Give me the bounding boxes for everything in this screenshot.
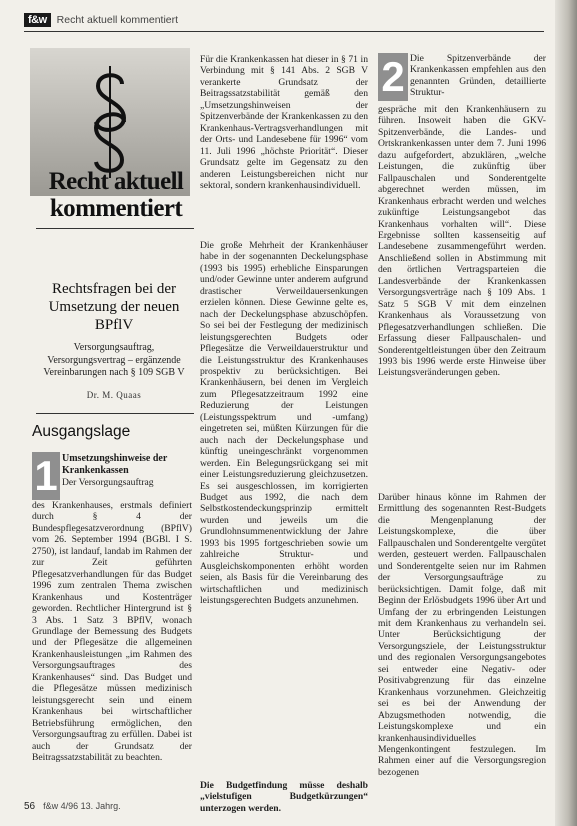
body-text: des Krankenhauses, erstmals definiert durch § 4 der Bundespflegesatzverordnung (BPflV) vom 26. September 1994 (BGBl. I S. 2750), ist landauf, landab im Rahmen der zur Zeit geführten Pflegesatzverhandlungen für das Budget 1996 zum zentralen Thema zwischen Krankenhaus und Kostenträger geworden. Rechtlicher Hintergrund ist § 3 Abs. 1 Satz 3 BPflV, wonach Grundlage der Bemessung des Budgets und der Pflegesätze die allgemeinen Krankenhausleistungen „im Rahmen des Versorgungsauftrages des Krankenhauses“ sind. Das Budget und die Pflegesätze müssen medizinisch leistungsgerecht sein und einem Krankenhaus bei wirtschaftlicher Betriebsführung ermöglichen, den Versorgungsauftrag zu erfüllen. Dabei ist auch der Grundsatz der Beitragssatzstabilität zu beachten. [32,500,192,763]
section-number-badge: 2 [378,53,408,101]
body-paragraph: Für die Krankenkassen hat dieser in § 71 in Verbindung mit § 141 Abs. 2 SGB V verankerte Grundsatz der Beitragssatzstabilität gemäß den „Umsetzungshinweisen der Spitzenverbände der Krankenkassen zu den Krankenhaus-Vertragsverhandlungen mit der Orts- und Landesebene für 1996“ vom 11. Juli 1996 „höchste Priorität“. Dieser Grundsatz gelte im Gegensatz zu den anderen Leistungsbereichen nicht nur sektoral, sondern krankenhausindividuell. [200,54,368,191]
author-divider [36,413,194,414]
journal-logo: f&w [24,13,51,27]
title-divider [36,228,194,229]
paragraph-sign-icon [80,62,140,182]
paragraph-subheading: Umsetzungshinweise der Krankenkassen [62,453,168,476]
article-lead: Versorgungsauftrag, Versorgungsvertrag – ergänzende Vereinbarungen nach § 109 SGB V [43,342,185,378]
section-header-title: Recht aktuell kommentiert [56,14,179,26]
column-title: Recht aktuell kommentiert [48,168,184,222]
body-paragraph-emphasis: Die Budgetfindung müsse deshalb „vielstufigen Budgetkürzungen“ unterzogen werden. [200,780,368,814]
body-paragraph-intro: Die Spitzenverbände der Krankenkassen empfehlen aus den genannten Gründen, detaillierte Struktur- [410,53,546,99]
body-text-intro: Der Versorgungsauftrag [62,477,154,488]
left-column [24,40,192,800]
article-author: Dr. M. Quaas [86,390,142,400]
section-heading: Ausgangslage [32,423,131,440]
page-header [24,9,544,32]
issue-info: f&w 4/96 13. Jahrg. [43,801,121,811]
article-title: Rechtsfragen bei der Umsetzung der neuen BPflV [48,281,180,333]
page-number: 56 [24,800,36,812]
body-paragraph: Die große Mehrheit der Krankenhäuser habe in der sogenannten Deckelungsphase (1993 bis 1995) erhebliche Einsparungen und/oder Gewinne unter anderem aufgrund drastischer Verweildauersenkungen erzielen können. Diese Gewinne gelte es, nach der Deckelungsphase abzuschöpfen. So sei bei der Festlegung der medizinisch leistungsgerechten Budgets oder Pflegesätze die Verweildauerstruktur und die Leistungsstruktur des Krankenhauses prospektiv zu berücksichtigen. Bei Krankenhäusern, bei denen im Vergleich zum Pflegesatzzeitraum 1992 eine Reduzierung der Leistungen (Leistungsspektrum und -umfang) eingetreten sei, müßten Kürzungen für die auch nach der Deckelungsphase und künftig uneingeschränkt vorgenommen werden. Ein Belegungsrückgang sei mit einer Leistungsreduzierung gleichzusetzen. Es sei ausgeschlossen, im korrigierten Budget aus 1992, die nach dem Selbstkostendeckungsprinzip ermittelt wurden und jeweils um die Grundlohnsummenentwicklung der Jahre 1993 bis 1995 fortgeschrieben sowie um zahlreiche Struktur- und Ausgleichskomponenten erhöht worden seien, als Basis für die Vereinbarung des wirtschaftlichen und medizinisch leistungsgerechten Budgets anzunehmen. [200,240,368,607]
body-paragraph: gespräche mit den Krankenhäusern zu führen. Insoweit haben die GKV-Spitzenverbände, die Landes- und Ortskrankenkassen unter dem 7. Juni 1996 dazu aufgefordert, abzuklären, „welche Leistungen, die zukünftig über Fallpauschalen und Sonderentgelte abgerechnet werden müssen, im Krankenhaus erbracht werden und welches zukünftige Leistungsangebot das Krankenhaus vorhalten will“. Diese Ergebnisse sollten kassenseitig auf Landesebene zusammengeführt werden. Anschließend sollen in Abstimmung mit den örtlichen Vertragsparteien die Landesverbände der Krankenkassen Versorgungsverträge nach § 109 Abs. 1 Satz 5 SGB V mit dem einzelnen Krankenhaus als Voraussetzung von Pflegesatzverhandlungen schließen. Die Erfassung dieser Fallpauschalen- und Sonderentgeltleistungen über den Zeitraum 1993 bis 1996 werde erste Hinweise über Leistungsveränderungen geben. [378,104,546,379]
section-number-badge: 1 [32,452,60,500]
page-edge-shadow [555,0,577,826]
body-paragraph: Darüber hinaus könne im Rahmen der Ermittlung des sogenannten Rest-Budgets die Mengenplanung der Leistungskomplexe, die über Fallpauschalen und Sonderentgelte vergütet werden, gesteuert werden. Fallpauschalen und Sonderentgelte seien nur im Rahmen der Versorgungsaufträge zu berücksichtigen. Damit folge, daß mit Beginn der Erlösbudgets 1996 über Art und Umfang der zu erbringenden Leistungen mit dem Krankenhaus zu verhandeln sei. Unter Berücksichtigung der Versorgungsziele, der Leistungsstruktur und des regionalen Versorgungsangebotes sei entweder eine Negativ- oder Positivabgrenzung für das einzelne Krankenhaus vorzunehmen. Gleichzeitig sei es bei der Anwendung der Abzugsmethoden notwendig, die Leistungskomplexe und ein krankenhausindividuelles Mengenkontingent festzulegen. Im Rahmen einer auf die Versorgungsregion bezogenen [378,492,546,778]
page-footer [24,797,174,815]
